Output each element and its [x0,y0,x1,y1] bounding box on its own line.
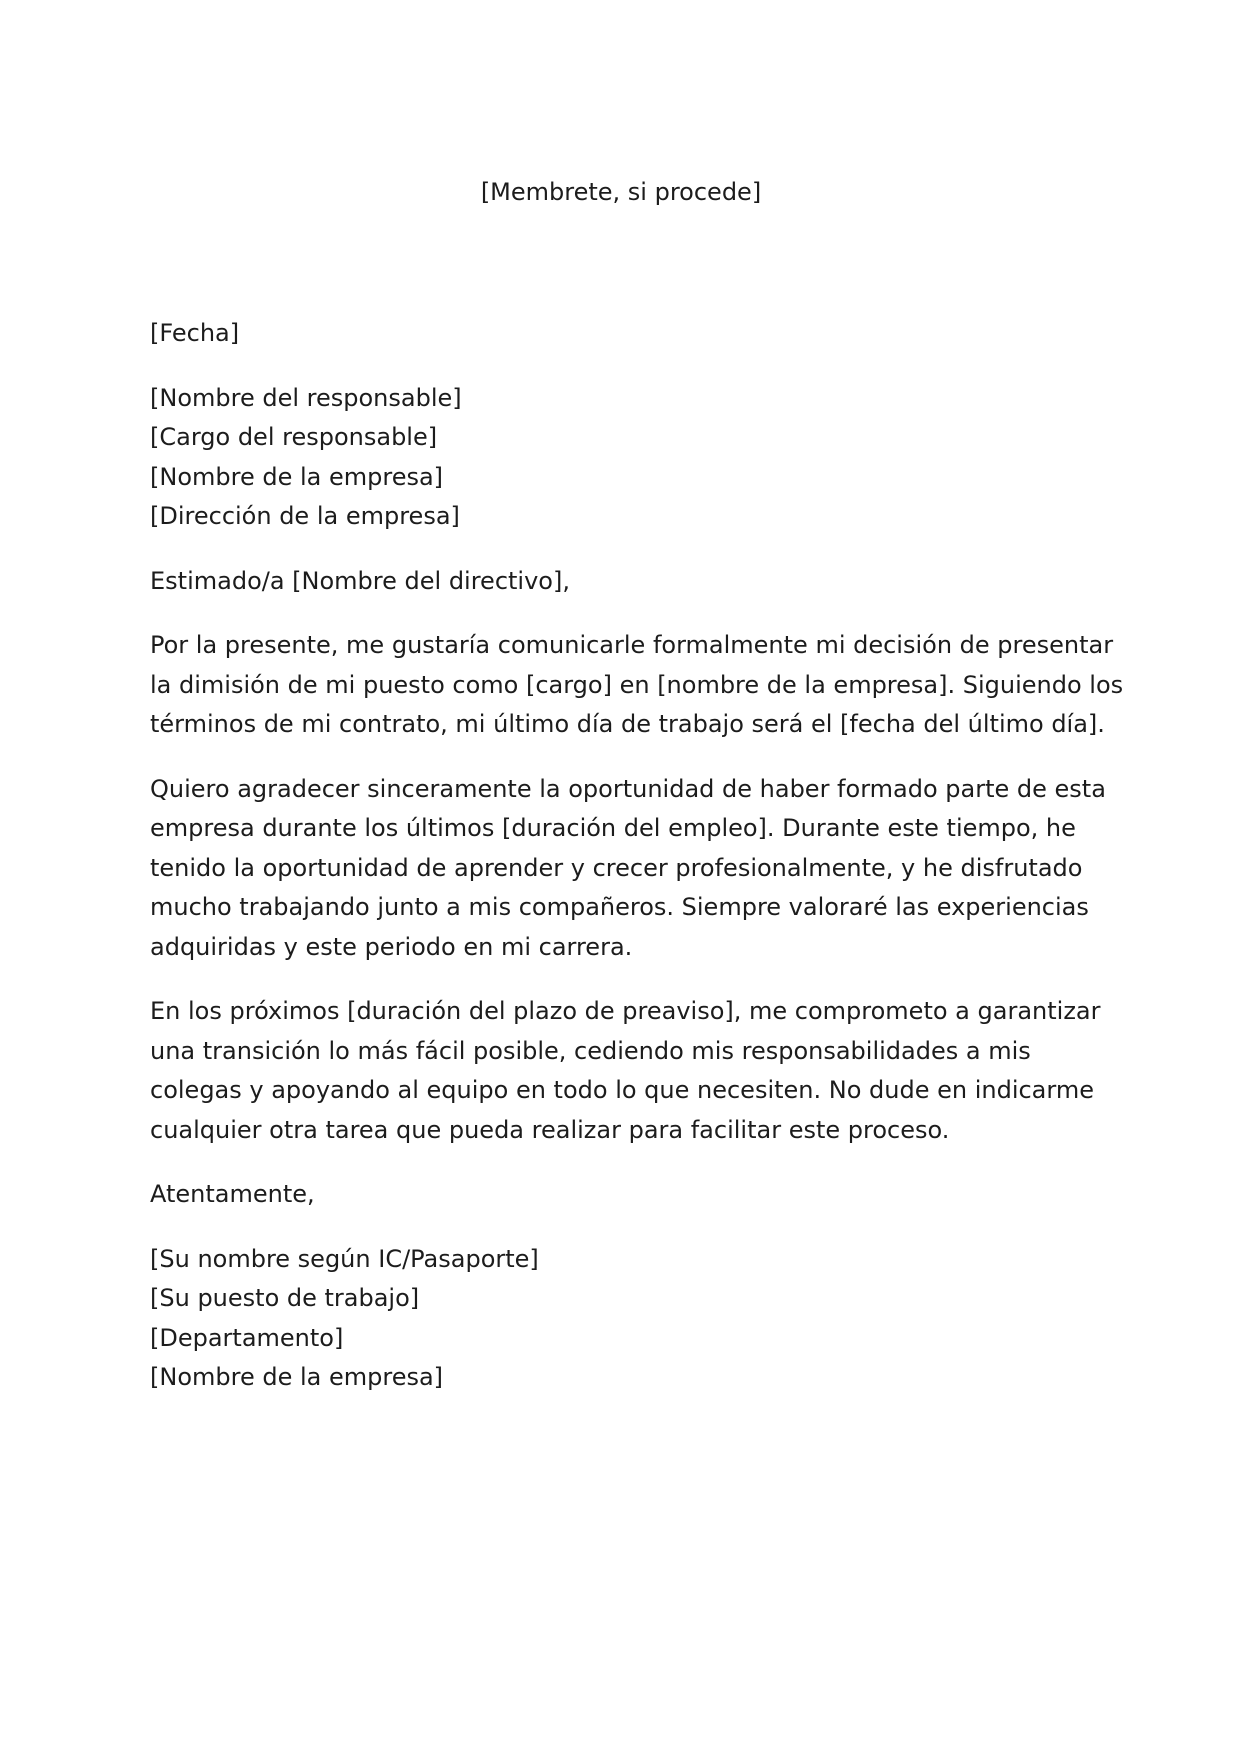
recipient-block [150,379,1110,537]
paragraph-line: términos de mi contrato, mi último día de trabajo será el [fecha del último día]. [150,710,1105,738]
paragraph-line: mucho trabajando junto a mis compañeros. Siempre valoraré las experiencias [150,893,1089,921]
paragraph-line: En los próximos [duración del plazo de preaviso], me comprometo a garantizar [150,997,1101,1025]
closing-block [150,1175,1110,1215]
recipient-address: [Dirección de la empresa] [150,502,460,530]
date-line: [Fecha] [150,319,240,347]
paragraph-line: adquiridas y este periodo en mi carrera. [150,932,633,961]
paragraph-line: Por la presente, me gustaría comunicarle formalmente mi decisión de presentar [150,631,1114,659]
paragraph-gratitude [150,770,1110,968]
closing: Atentamente, [150,1180,315,1208]
signature-position: [Su puesto de trabajo] [150,1284,420,1312]
signature-name: [Su nombre según IC/Pasaporte] [150,1244,539,1273]
signature-company: [Nombre de la empresa] [150,1363,444,1391]
paragraph-transition [150,992,1110,1150]
salutation-block [150,562,1110,602]
letter-body [150,314,1124,1423]
recipient-position: [Cargo del responsable] [150,423,438,451]
recipient-company: [Nombre de la empresa] [150,462,444,491]
paragraph-line: la dimisión de mi puesto como [cargo] en [nombre de la empresa]. Siguiendo los [150,670,1124,699]
paragraph-resignation [150,626,1124,745]
letterhead: [Membrete, si procede] [480,178,762,206]
date-block [150,314,1110,354]
paragraph-line: empresa durante los últimos [duración del empleo]. Durante este tiempo, he [150,814,1076,842]
recipient-name: [Nombre del responsable] [150,383,462,412]
paragraph-line: Quiero agradecer sinceramente la oportunidad de haber formado parte de esta [150,774,1106,803]
paragraph-line: cualquier otra tarea que pueda realizar para facilitar este proceso. [150,1115,950,1144]
paragraph-line: tenido la oportunidad de aprender y crecer profesionalmente, y he disfrutado [150,853,1083,882]
salutation: Estimado/a [Nombre del directivo], [150,566,570,595]
paragraph-line: colegas y apoyando al equipo en todo lo que necesiten. No dude en indicarme [150,1076,1094,1104]
paragraph-line: una transición lo más fácil posible, cediendo mis responsabilidades a mis [150,1036,1031,1065]
signature-department: [Departamento] [150,1323,344,1352]
signature-block [150,1240,1110,1398]
